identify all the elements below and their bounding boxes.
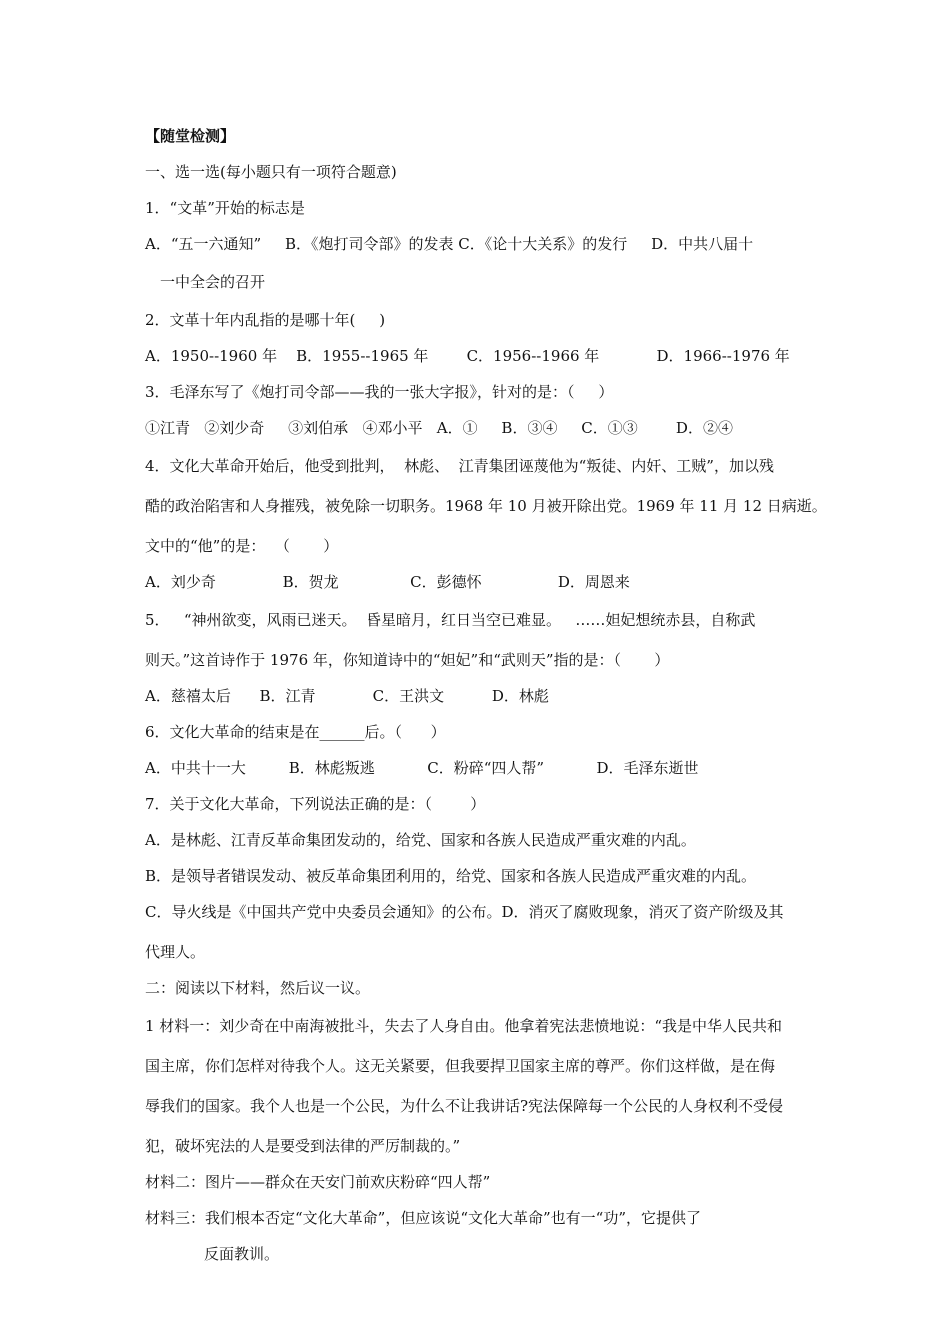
question-5-line-1: 5． “神州欲变，风雨已迷天。 昏星暗月，红日当空已难显。 ……妲妃想统赤县，自称武 [145,611,756,629]
section-heading: 【随堂检测】 [145,127,236,145]
material-3-line-1: 材料三：我们根本否定“文化大革命”，但应该说“文化大革命”也有一“功”，它提供了 [145,1209,702,1227]
question-3-options: ①江青 ②刘少奇 ③刘伯承 ④邓小平 A．① B．③④ C．①③ D．②④ [145,419,733,437]
question-4-line-1: 4．文化大革命开始后，他受到批判， 林彪、 江青集团诬蔑他为“叛徒、内奸、工贼”，加以残 [145,457,774,475]
question-7: 7．关于文化大革命，下列说法正确的是：（ ） [145,795,486,813]
question-5-line-2: 则天。”这首诗作于 1976 年，你知道诗中的“妲妃”和“武则天”指的是：（ ） [145,651,670,669]
material-1-line-3: 辱我们的国家。我个人也是一个公民，为什么不让我讲话?宪法保障每一个公民的人身权利不受侵 [145,1097,784,1115]
question-4-options: A．刘少奇 B．贺龙 C．彭德怀 D．周恩来 [145,573,630,591]
part2-title: 二：阅读以下材料，然后议一议。 [145,979,371,997]
question-7-option-c: C．导火线是《中国共产党中央委员会通知》的公布。D．消灭了腐败现象，消灭了资产阶级及其 [145,903,784,921]
question-1-options-cont: 一中全会的召开 [160,273,266,291]
question-7-option-b: B．是领导者错误发动、被反革命集团利用的，给党、国家和各族人民造成严重灾难的内乱。 [145,867,757,885]
question-5-options: A．慈禧太后 B．江青 C．王洪文 D．林彪 [145,687,549,705]
material-1-line-4: 犯，破坏宪法的人是要受到法律的严厉制裁的。” [145,1137,461,1155]
question-6: 6．文化大革命的结束是在______后。（ ） [145,723,446,741]
question-4-line-2: 酷的政治陷害和人身摧残，被免除一切职务。1968 年 10 月被开除出党。1969 年 11 月 12 日病逝。 [145,497,827,515]
material-1-line-1: 1 材料一：刘少奇在中南海被批斗，失去了人身自由。他拿着宪法悲愤地说：“我是中华人民共和 [145,1017,782,1035]
question-2: 2．文革十年内乱指的是哪十年( ) [145,311,386,329]
material-3-line-2: 反面教训。 [204,1245,280,1263]
question-3: 3．毛泽东写了《炮打司令部——我的一张大字报》，针对的是：（ ） [145,383,614,401]
material-1-line-2: 国主席，你们怎样对待我个人。这无关紧要，但我要捍卫国家主席的尊严。你们这样做，是在侮 [145,1057,776,1075]
question-2-options: A．1950--1960 年 B．1955--1965 年 C．1956--1966 年 D．1966--1976 年 [145,347,790,365]
question-4-line-3: 文中的“他”的是： （ ） [145,537,339,555]
question-7-option-c-cont: 代理人。 [145,943,206,961]
question-1-options: A．“五一六通知” B．《炮打司令部》的发表 C．《论十大关系》的发行 D．中共八届十 [145,235,754,253]
question-7-option-a: A．是林彪、江青反革命集团发动的，给党、国家和各族人民造成严重灾难的内乱。 [145,831,696,849]
question-6-options: A．中共十一大 B．林彪叛逃 C．粉碎“四人帮” D．毛泽东逝世 [145,759,699,777]
question-1: 1．“文革”开始的标志是 [145,199,305,217]
material-2: 材料二：图片——群众在天安门前欢庆粉碎“四人帮” [145,1173,491,1191]
part1-title: 一、选一选(每小题只有一项符合题意) [145,163,397,181]
